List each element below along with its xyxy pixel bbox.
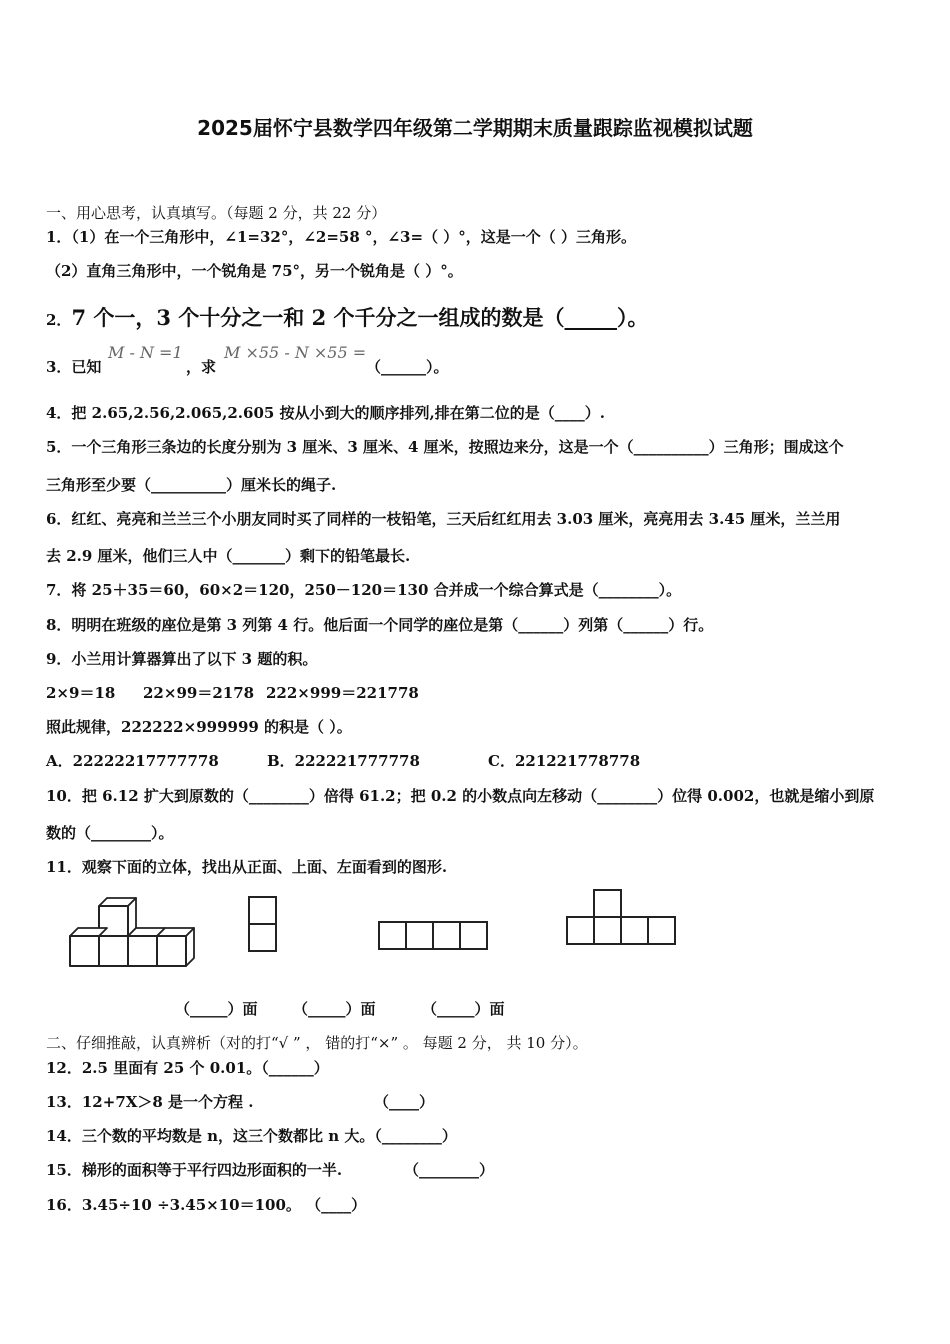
question-10-line-1: 10．把 6.12 扩大到原数的（________）倍得 61.2；把 0.2 的小数点向左移动（________）位得 0.002，也就是缩小到原: [46, 787, 875, 805]
question-3-mid: ，求: [186, 358, 217, 376]
question-9-option-b: B．222221777778: [267, 752, 420, 770]
question-8: 8．明明在班级的座位是第 3 列第 4 行。他后面一个同学的座位是第（______）列第（______）行。: [46, 616, 714, 634]
question-6-line-1: 6．红红、亮亮和兰兰三个小朋友同时买了同样的一枝铅笔，三天后红红用去 3.03 厘米，亮亮用去 3.45 厘米，兰兰用: [46, 510, 841, 528]
question-1-line-2: （2）直角三角形中，一个锐角是 75°，另一个锐角是（ ）°。: [46, 262, 463, 280]
question-9-option-a: A．22222217777778: [46, 752, 219, 770]
page-title: 2025届怀宁县数学四年级第二学期期末质量跟踪监视模拟试题: [197, 116, 753, 140]
question-5-line-1: 5．一个三角形三条边的长度分别为 3 厘米、3 厘米、4 厘米，按照边来分，这是一个（__________）三角形；围成这个: [46, 438, 844, 456]
question-9-equation-1: 2×9＝18: [46, 684, 116, 702]
question-10-line-2: 数的（________）。: [46, 824, 174, 842]
question-11-blank-3: （_____）面: [422, 1000, 505, 1018]
question-16: 16．3.45÷10 ÷3.45×10＝100。 （____）: [46, 1196, 367, 1214]
question-14: 14．三个数的平均数是 n，这三个数都比 n 大。（________）: [46, 1127, 457, 1145]
view-figure-row: [377, 920, 491, 952]
cube-solid-figure: [64, 892, 204, 974]
question-3-prefix: 3．已知: [46, 358, 102, 376]
question-9-intro: 9．小兰用计算器算出了以下 3 题的积。: [46, 650, 318, 668]
question-13: 13．12+7X＞8 是一个方程 .: [46, 1093, 254, 1111]
question-2-text: 7 个一，3 个十分之一和 2 个千分之一组成的数是（_____）。: [71, 305, 649, 330]
question-9-equation-3: 222×999＝221778: [266, 684, 419, 702]
question-4: 4．把 2.65,2.56,2.065,2.605 按从小到大的顺序排列,排在第二位的是（____）.: [46, 404, 606, 422]
question-3-answer-blank: （______）。: [366, 358, 449, 376]
question-7: 7．将 25＋35＝60，60×2＝120，250－120＝130 合并成一个综合算式是（________）。: [46, 581, 682, 599]
question-11-blank-1: （_____）面: [175, 1000, 258, 1018]
view-figure-vertical: [247, 895, 279, 955]
question-9-option-c: C．221221778778: [488, 752, 641, 770]
question-11: 11．观察下面的立体，找出从正面、上面、左面看到的图形.: [46, 858, 448, 876]
question-9-equation-2: 22×99＝2178: [143, 684, 255, 702]
view-figure-stepped: [565, 888, 679, 948]
section-1-heading: 一、用心思考，认真填写。（每题 2 分，共 22 分）: [46, 204, 387, 222]
question-2: [46, 306, 649, 332]
question-15-blank: （________）: [404, 1161, 495, 1179]
question-9-ask: 照此规律，222222×999999 的积是（ ）。: [46, 718, 352, 736]
question-15: 15．梯形的面积等于平行四边形面积的一半.: [46, 1161, 343, 1179]
question-3-formula-1: M - N =1: [108, 343, 183, 362]
question-3-formula-2: M ×55 - N ×55 =: [224, 343, 367, 362]
question-1-line-1: 1．（1）在一个三角形中，∠1=32°，∠2=58 °，∠3=（ ）°，这是一个（ ）三角形。: [46, 228, 637, 246]
question-13-blank: （____）: [374, 1093, 435, 1111]
section-2-heading: 二、仔细推敲，认真辨析（对的打“√ ” ， 错的打“×” 。 每题 2 分， 共 10 分）。: [46, 1034, 588, 1052]
question-12: 12．2.5 里面有 25 个 0.01。（______）: [46, 1059, 329, 1077]
question-6-line-2: 去 2.9 厘米，他们三人中（_______）剩下的铅笔最长.: [46, 547, 411, 565]
question-11-blank-2: （_____）面: [293, 1000, 376, 1018]
question-5-line-2: 三角形至少要（__________）厘米长的绳子.: [46, 476, 337, 494]
question-2-number: 2．: [46, 311, 72, 329]
